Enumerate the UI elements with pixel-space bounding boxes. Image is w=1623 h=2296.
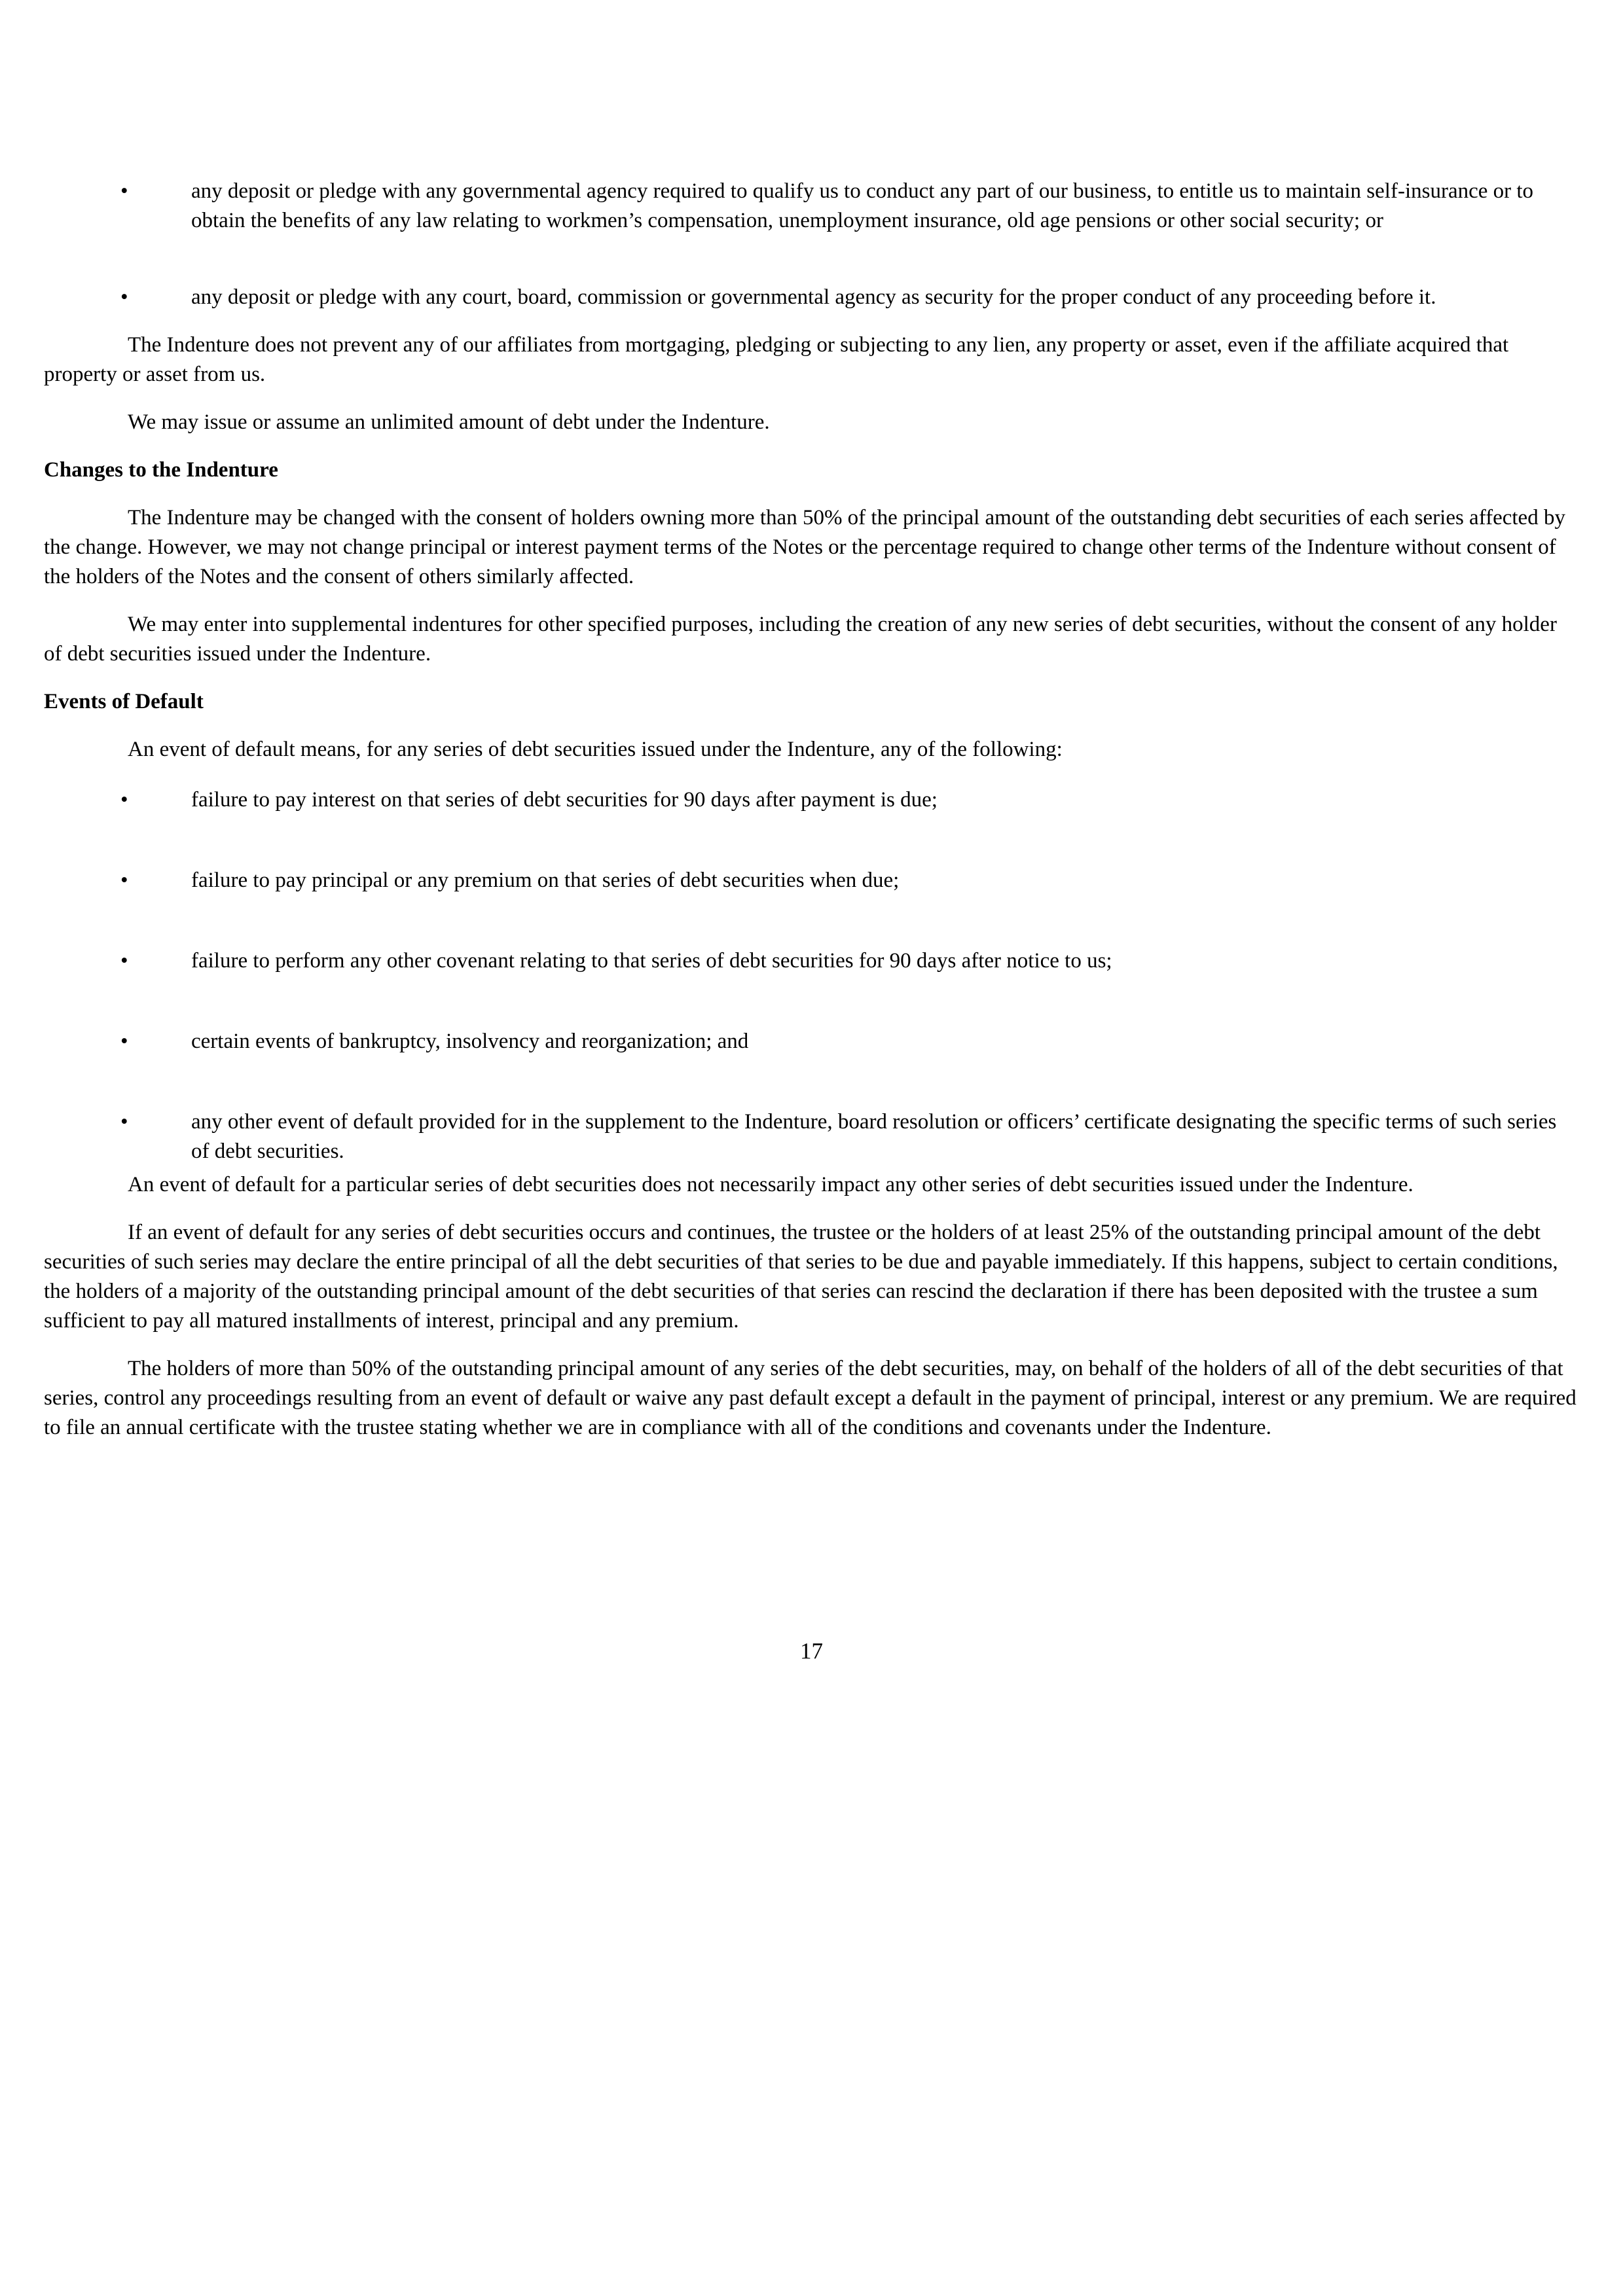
list-item-text: any other event of default provided for in the supplement to the Indenture, board resolution or officers’ certificate designating the specific terms of such series of debt securities. (191, 1110, 1557, 1163)
section-heading-events-of-default: Events of Default (44, 690, 204, 713)
list-item-text: any deposit or pledge with any governmental agency required to qualify us to conduct any part of our business, to entitle us to maintain self-insurance or to obtain the benefits of any law relating to workmen’s compensation, unemployment insurance, old age pensions or other social security; or (191, 179, 1534, 232)
page-number: 17 (800, 1638, 823, 1664)
list-item-text: failure to pay principal or any premium on that series of debt securities when due; (191, 869, 900, 892)
paragraph-unlimited-debt: We may issue or assume an unlimited amount of debt under the Indenture. (128, 410, 770, 434)
list-item (44, 177, 1579, 236)
bullet-marker: • (120, 949, 128, 973)
bullet-marker: • (120, 788, 128, 812)
section-heading-changes: Changes to the Indenture (44, 458, 278, 482)
paragraph-changes-2: We may enter into supplemental indentures for other specified purposes, including the creation of any new series of debt securities, without the consent of any holder of debt securities issued under the Indenture. (44, 613, 1557, 666)
bullet-marker: • (120, 179, 128, 203)
list-item (44, 1107, 1579, 1166)
bullet-marker: • (120, 869, 128, 892)
bullet-marker: • (120, 285, 128, 309)
list-item-text: failure to pay interest on that series of debt securities for 90 days after payment is due; (191, 788, 938, 812)
paragraph-default-3: The holders of more than 50% of the outstanding principal amount of any series of the debt securities, may, on behalf of the holders of all of the debt securities of that series, control any proceedings resulting from an event of default or waive any past default except a default in the payment of principal, interest or any premium. We are required to file an annual certificate with the trustee stating whether we are in compliance with all of the conditions and covenants under the Indenture. (44, 1357, 1577, 1439)
paragraph-default-intro: An event of default means, for any series of debt securities issued under the Indenture, any of the following: (128, 738, 1063, 761)
bullet-marker: • (120, 1030, 128, 1053)
paragraph-default-1: An event of default for a particular series of debt securities does not necessarily impact any other series of debt securities issued under the Indenture. (128, 1173, 1413, 1196)
list-item (44, 1027, 1579, 1056)
paragraph-default-2: If an event of default for any series of debt securities occurs and continues, the trustee or the holders of at least 25% of the outstanding principal amount of the debt securities of such series may declare the entire principal of all the debt securities of that series to be due and payable immediately. If this happens, subject to certain conditions, the holders of a majority of the outstanding principal amount of the debt securities of that series can rescind the declaration if there has been deposited with the trustee a sum sufficient to pay all matured installments of interest, principal and any premium. (44, 1221, 1558, 1333)
bullet-marker: • (120, 1110, 128, 1134)
paragraph-changes-1: The Indenture may be changed with the consent of holders owning more than 50% of the principal amount of the outstanding debt securities of each series affected by the change. However, we may not change principal or interest payment terms of the Notes or the percentage required to change other terms of the Indenture without consent of the holders of the Notes and the consent of others similarly affected. (44, 506, 1565, 588)
list-item (44, 283, 1579, 312)
list-item (44, 946, 1579, 976)
list-item-text: any deposit or pledge with any court, board, commission or governmental agency as security for the proper conduct of any proceeding before it. (191, 285, 1436, 309)
list-item (44, 785, 1579, 815)
paragraph-affiliates: The Indenture does not prevent any of our affiliates from mortgaging, pledging or subjecting to any lien, any property or asset, even if the affiliate acquired that property or asset from us. (44, 333, 1509, 386)
list-item-text: certain events of bankruptcy, insolvency and reorganization; and (191, 1030, 749, 1053)
document-body (44, 177, 1579, 1443)
list-item-text: failure to perform any other covenant relating to that series of debt securities for 90 days after notice to us; (191, 949, 1112, 973)
list-item (44, 866, 1579, 895)
